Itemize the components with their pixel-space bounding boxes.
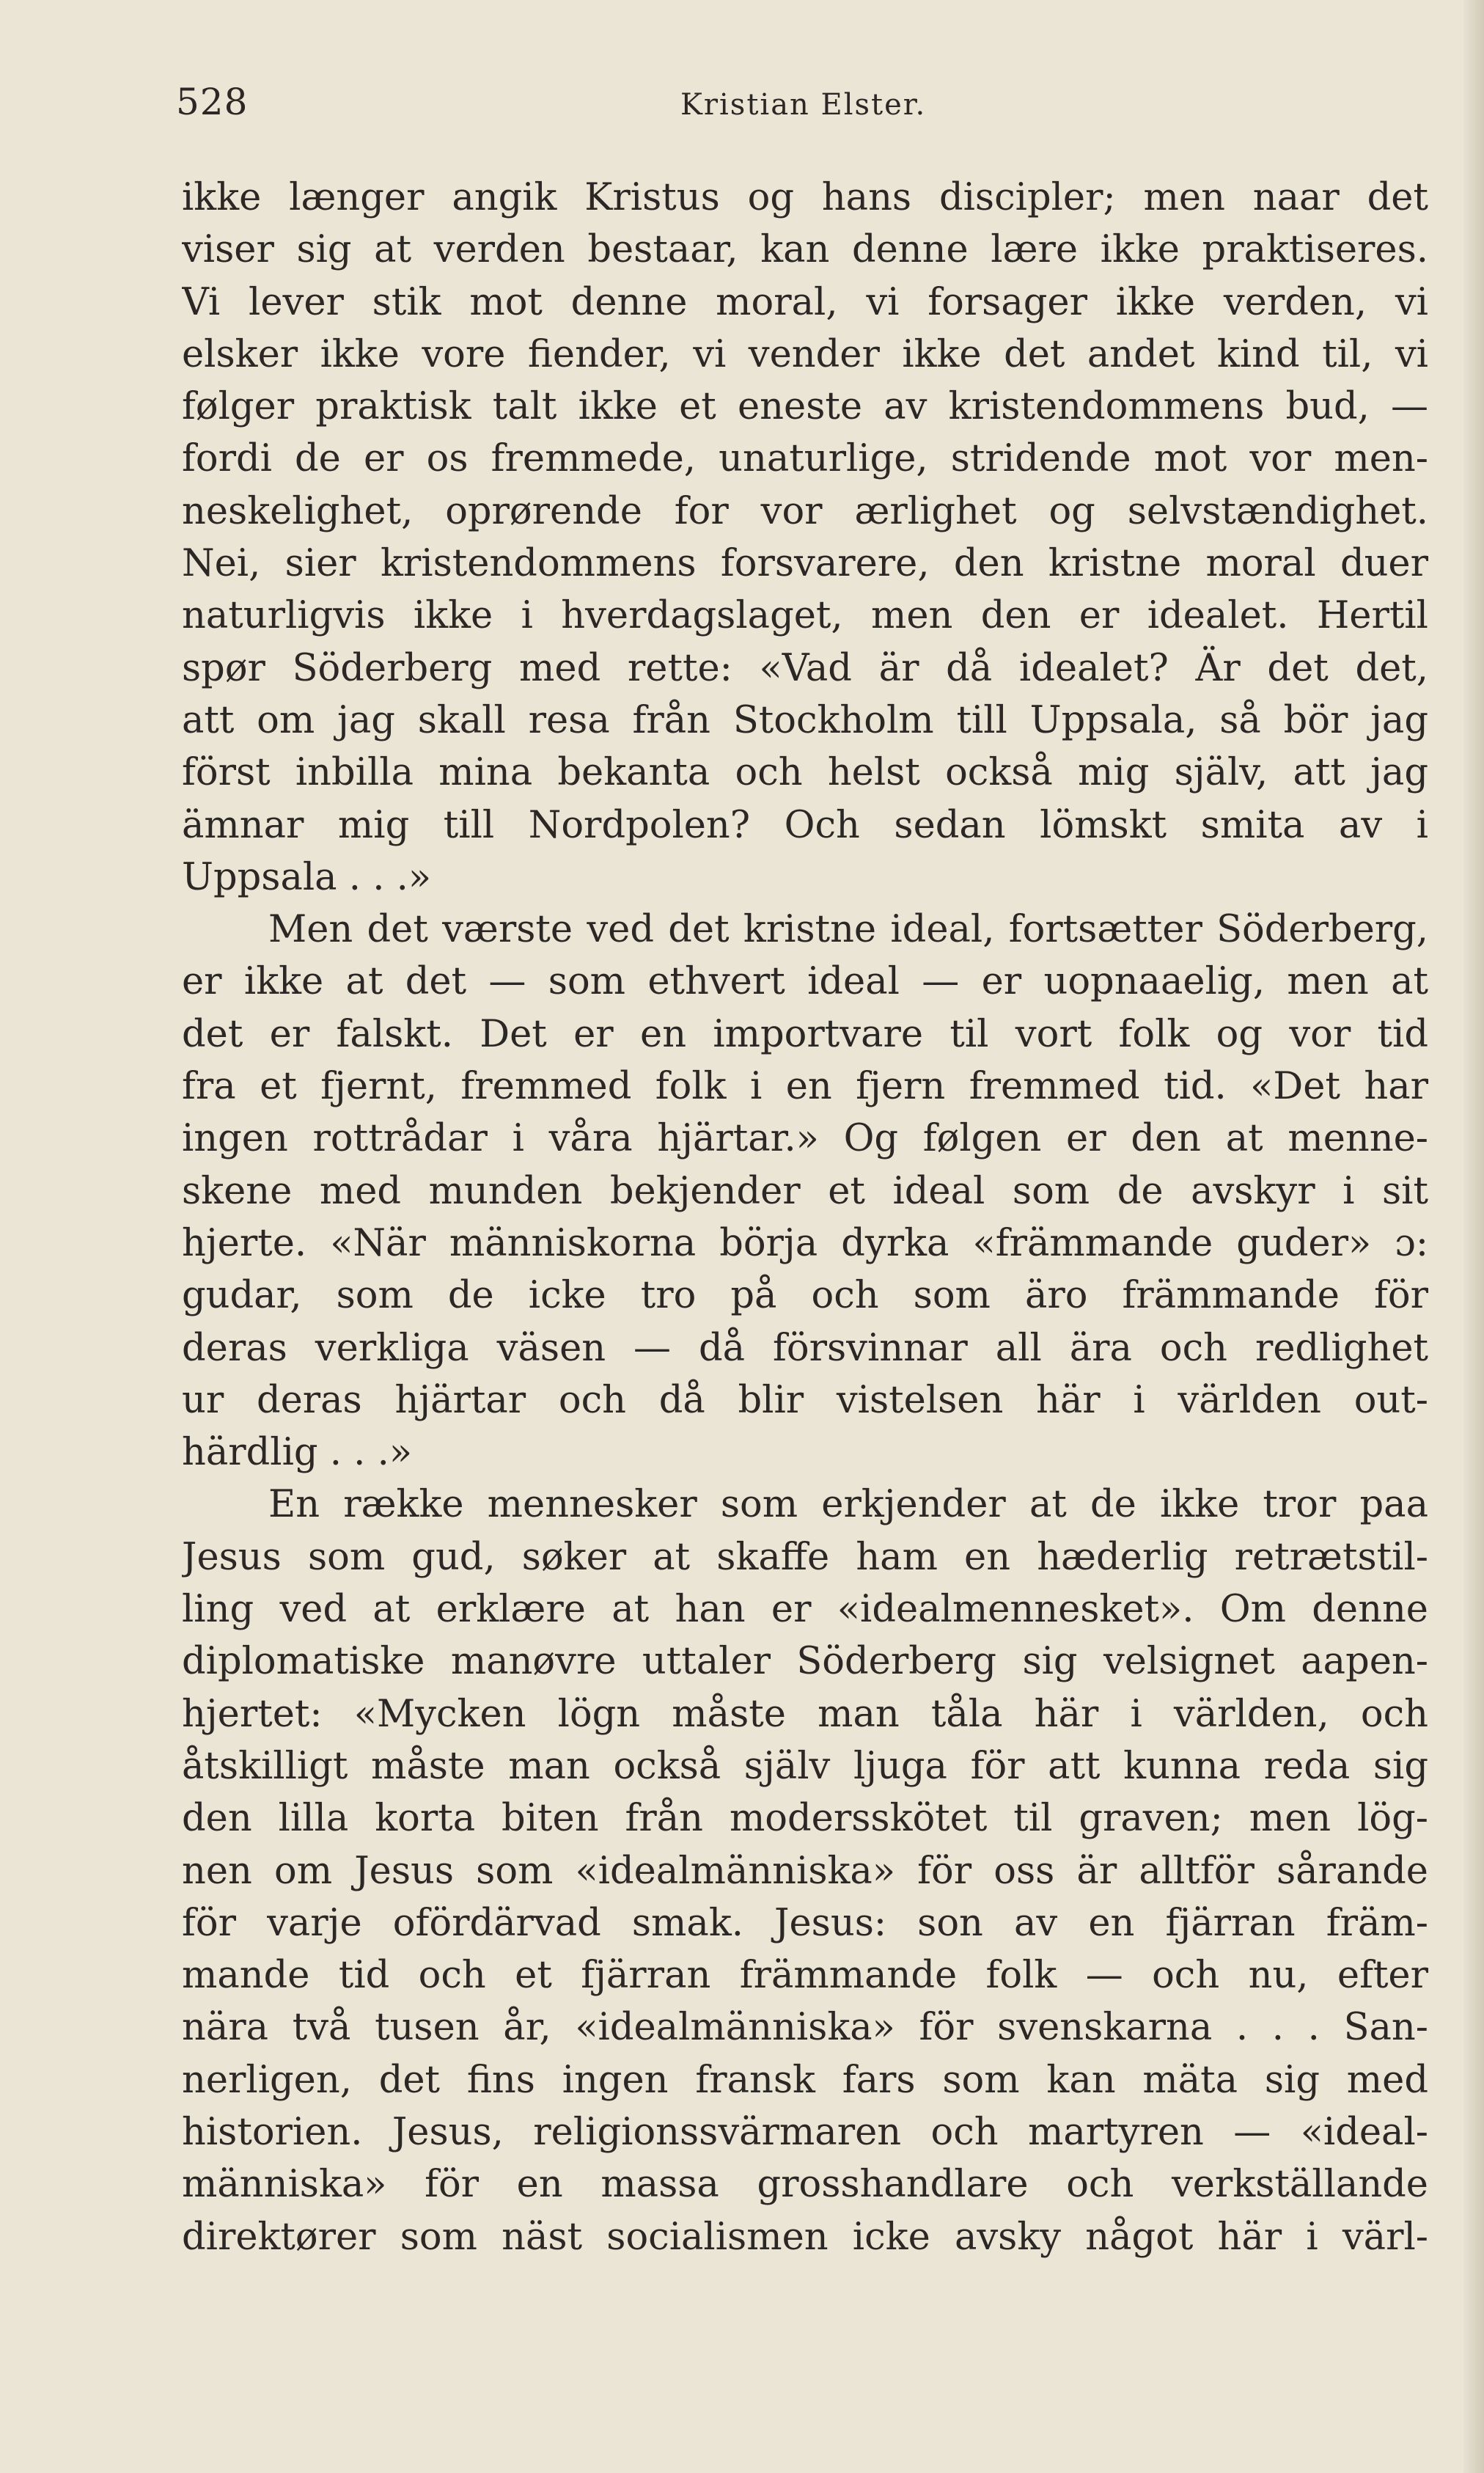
page-number: 528 — [176, 81, 249, 123]
text-line: naturligvis ikke i hverdagslaget, men den er idealet. Hertil — [182, 594, 1428, 638]
text-line: ingen rottrådar i våra hjärtar.» Og følgen er den at menne- — [182, 1117, 1428, 1161]
text-line: det er falskt. Det er en importvare til vort folk og vor tid — [182, 1012, 1428, 1056]
text-line: spør Söderberg med rette: «Vad är då idealet? Är det det, — [182, 646, 1428, 690]
text-line: hjertet: «Mycken lögn måste man tåla här i världen, och — [182, 1692, 1428, 1736]
text-line: historien. Jesus, religionssvärmaren och martyren — «ideal- — [182, 2110, 1428, 2154]
text-line: nen om Jesus som «idealmänniska» för oss är alltför sårande — [182, 1849, 1428, 1893]
text-line: ling ved at erklære at han er «idealmennesket». Om denne — [182, 1588, 1428, 1632]
text-line: elsker ikke vore fiender, vi vender ikke det andet kind til, vi — [182, 332, 1428, 376]
text-line: ikke længer angik Kristus og hans discipler; men naar det — [182, 176, 1428, 219]
running-head: Kristian Elster. — [680, 88, 927, 122]
text-line: hjerte. «När människorna börja dyrka «främmande guder» ɔ: — [182, 1221, 1428, 1265]
text-line: den lilla korta biten från modersskötet til graven; men lög- — [182, 1797, 1428, 1841]
text-line: Nei, sier kristendommens forsvarere, den kristne moral duer — [182, 542, 1428, 586]
page-header — [176, 81, 1422, 139]
text-line: ur deras hjärtar och då blir vistelsen här i världen out- — [182, 1378, 1428, 1422]
text-line: fordi de er os fremmede, unaturlige, stridende mot vor men- — [182, 437, 1428, 481]
text-line: diplomatiske manøvre uttaler Söderberg sig velsignet aapen- — [182, 1640, 1428, 1684]
text-line: Vi lever stik mot denne moral, vi forsager ikke verden, vi — [182, 280, 1428, 324]
text-line: er ikke at det — som ethvert ideal — er uopnaaelig, men at — [182, 960, 1428, 1004]
text-line: fra et fjernt, fremmed folk i en fjern fremmed tid. «Det har — [182, 1065, 1428, 1109]
text-line: viser sig at verden bestaar, kan denne lære ikke praktiseres. — [182, 228, 1428, 272]
text-line: skene med munden bekjender et ideal som de avskyr i sit — [182, 1169, 1428, 1213]
text-line: nerligen, det fins ingen fransk fars som kan mäta sig med — [182, 2058, 1428, 2102]
text-line: gudar, som de icke tro på och som äro främmande för — [182, 1274, 1428, 1318]
text-line: direktører som näst socialismen icke avsky något här i värl- — [182, 2215, 1428, 2259]
page-edge-shadow — [1463, 0, 1484, 2473]
text-line: mande tid och et fjärran främmande folk — och nu, efter — [182, 1954, 1428, 1998]
text-line: härdlig . . .» — [182, 1431, 413, 1475]
text-line: först inbilla mina bekanta och helst också mig själv, att jag — [182, 751, 1428, 795]
text-line: att om jag skall resa från Stockholm till Uppsala, så bör jag — [182, 698, 1428, 742]
text-line: deras verkliga väsen — då försvinnar all ära och redlighet — [182, 1326, 1428, 1370]
body-text — [182, 172, 1428, 2263]
text-line: følger praktisk talt ikke et eneste av kristendommens bud, — — [182, 385, 1428, 429]
text-line: åtskilligt måste man också själv ljuga för att kunna reda sig — [182, 1744, 1428, 1788]
text-line: Uppsala . . .» — [182, 855, 432, 899]
text-line: Men det værste ved det kristne ideal, fortsætter Söderberg, — [268, 908, 1428, 952]
text-line: ämnar mig till Nordpolen? Och sedan lömskt smita av i — [182, 803, 1428, 847]
text-line: neskelighet, oprørende for vor ærlighet og selvstændighet. — [182, 489, 1428, 533]
text-line: människa» för en massa grosshandlare och verkställande — [182, 2163, 1428, 2207]
text-line: Jesus som gud, søker at skaffe ham en hæderlig retrætstil- — [182, 1535, 1428, 1579]
text-line: En række mennesker som erkjender at de ikke tror paa — [268, 1483, 1428, 1527]
text-line: för varje ofördärvad smak. Jesus: son av en fjärran främ- — [182, 1901, 1428, 1945]
text-line: nära två tusen år, «idealmänniska» för svenskarna . . . San- — [182, 2006, 1428, 2050]
